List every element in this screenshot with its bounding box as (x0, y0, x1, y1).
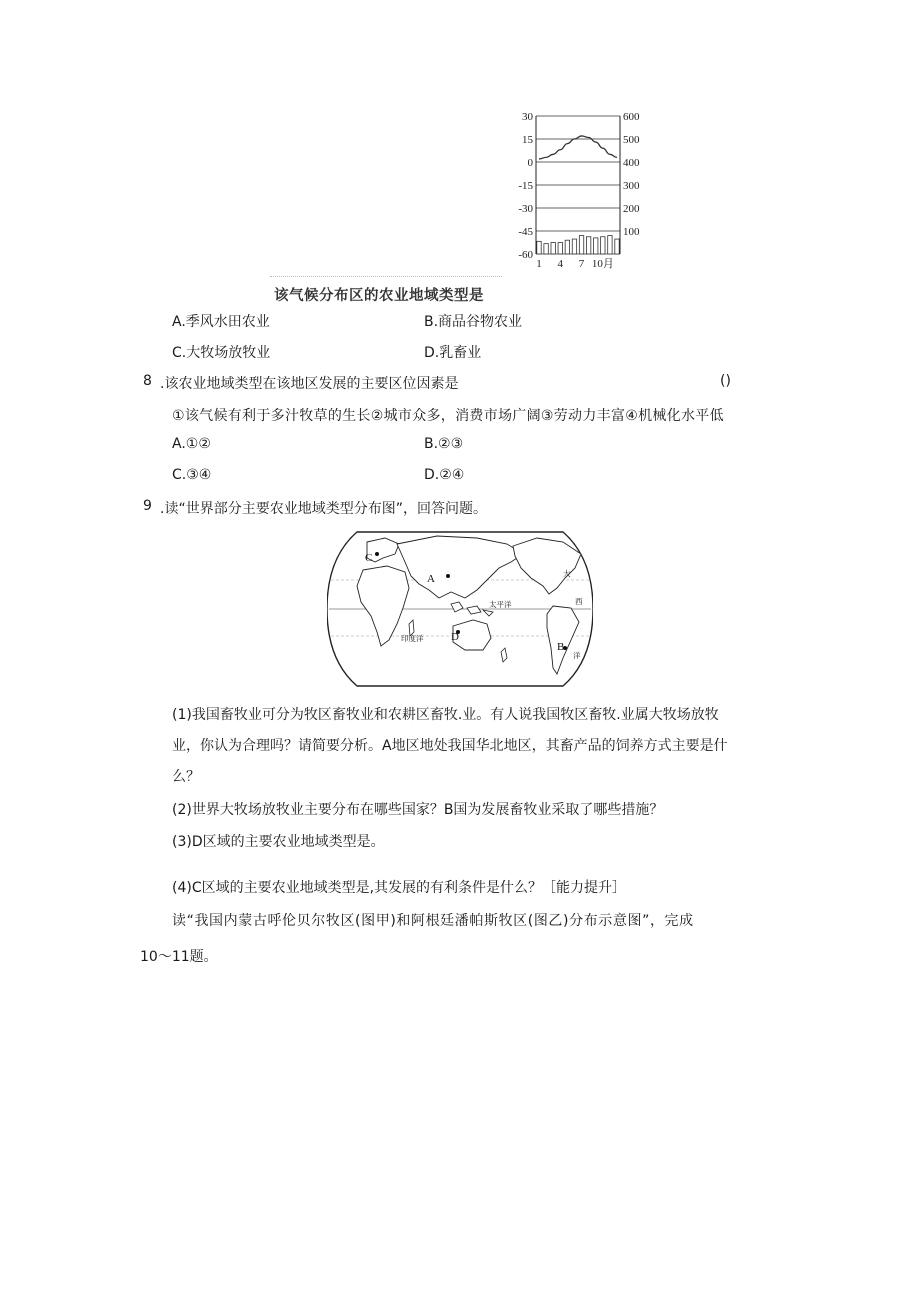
q9-part4: (4)C区域的主要农业地域类型是,其发展的有利条件是什么？［能力提升］ (172, 880, 627, 896)
q9-part2: (2)世界大牧场放牧业主要分布在哪些国家？B国为发展畜牧业采取了哪些措施？ (172, 802, 664, 818)
chart-left-tick-label: 0 (527, 157, 533, 169)
chart-left-tick-label: -45 (518, 226, 533, 238)
chart-left-tick-label: 15 (522, 134, 533, 146)
precipitation-bar (601, 237, 605, 254)
caption-divider (270, 276, 502, 277)
precipitation-bar (565, 240, 569, 254)
chart-left-tick-label: -60 (518, 249, 533, 261)
q9-part3: (3)D区域的主要农业地域类型是。 (172, 834, 385, 850)
precipitation-bar (544, 244, 548, 254)
q7-option-c[interactable]: C.大牧场放牧业 (172, 345, 271, 361)
map-label-pacific: 太平洋 (489, 600, 512, 609)
map-label-d: D (451, 631, 459, 643)
chart-left-tick-label: -15 (518, 180, 533, 192)
map-label-atlantic-yang: 洋 (573, 651, 581, 660)
map-label-c: C (365, 552, 373, 564)
temperature-line (539, 136, 617, 159)
q8-option-c[interactable]: C.③④ (172, 467, 212, 483)
chart-right-tick-label: 600 (623, 111, 640, 123)
chart-x-tick-label: 1 (536, 258, 542, 270)
map-label-b: B (557, 641, 565, 653)
q8-answer-paren: () (720, 373, 731, 389)
climate-chart (508, 106, 638, 274)
q8-option-d[interactable]: D.②④ (424, 467, 465, 483)
chart-x-tick-label: 7 (578, 258, 585, 270)
world-agriculture-map (327, 528, 593, 690)
chart-x-tick-label: 10月 (591, 258, 614, 270)
q7-option-b[interactable]: B.商品谷物农业 (424, 314, 523, 330)
precipitation-bar (594, 238, 598, 254)
precipitation-bar (579, 236, 583, 254)
q9-stem: .读“世界部分主要农业地域类型分布图”，回答问题。 (160, 501, 487, 517)
precipitation-bar (608, 236, 612, 254)
precipitation-bar (537, 241, 541, 254)
region-a-marker (446, 574, 450, 578)
region-c-marker (375, 552, 379, 556)
chart-x-tick-label: 4 (557, 258, 564, 270)
map-label-atlantic-da: 大 (563, 569, 571, 578)
q7-option-d[interactable]: D.乳畜业 (424, 345, 482, 361)
world-map-svg (327, 528, 593, 690)
q8-stem: .该农业地域类型在该地区发展的主要区位因素是 (160, 376, 459, 392)
chart-left-tick-label: 30 (522, 111, 533, 123)
chart-left-tick-label: -30 (518, 203, 533, 215)
map-label-atlantic-xi: 西 (575, 597, 583, 606)
precipitation-bar (586, 237, 590, 254)
q9-part1-line2: 业，你认为合理吗？请简要分析。A地区地处我国华北地区，其畜产品的饲养方式主要是什 (172, 738, 728, 754)
reading-prompt-line1: 读“我国内蒙古呼伦贝尔牧区(图甲)和阿根廷潘帕斯牧区(图乙)分布示意图”，完成 (172, 913, 694, 929)
q9-part1-line3: 么？ (172, 769, 200, 785)
chart-right-tick-label: 100 (623, 226, 640, 238)
chart-right-tick-label: 300 (623, 180, 640, 192)
chart-right-tick-label: 400 (623, 157, 640, 169)
precipitation-bar (551, 243, 555, 255)
map-label-indian: 印度洋 (401, 634, 424, 643)
map-label-a: A (427, 573, 435, 585)
q9-part1-line1: (1)我国畜牧业可分为牧区畜牧业和农耕区畜牧.业。有人说我国牧区畜牧.业属大牧场放牧 (172, 707, 719, 723)
chart-right-tick-label: 200 (623, 203, 640, 215)
precipitation-bar (572, 239, 576, 254)
precipitation-bar (615, 239, 619, 254)
q9-number: 9 (143, 498, 152, 514)
precipitation-bar (558, 243, 562, 255)
q8-option-a[interactable]: A.①② (172, 436, 211, 452)
climate-chart-svg (508, 106, 638, 274)
q7-option-a[interactable]: A.季风水田农业 (172, 314, 270, 330)
q8-statements: ①该气候有利于多汁牧草的生长②城市众多，消费市场广阔③劳动力丰富④机械化水平低 (172, 408, 724, 424)
chart-caption: 该气候分布区的农业地域类型是 (274, 288, 484, 304)
q8-option-b[interactable]: B.②③ (424, 436, 464, 452)
chart-right-tick-label: 500 (623, 134, 640, 146)
q8-number: 8 (143, 373, 152, 389)
reading-prompt-line2: 10～11题。 (140, 949, 218, 965)
